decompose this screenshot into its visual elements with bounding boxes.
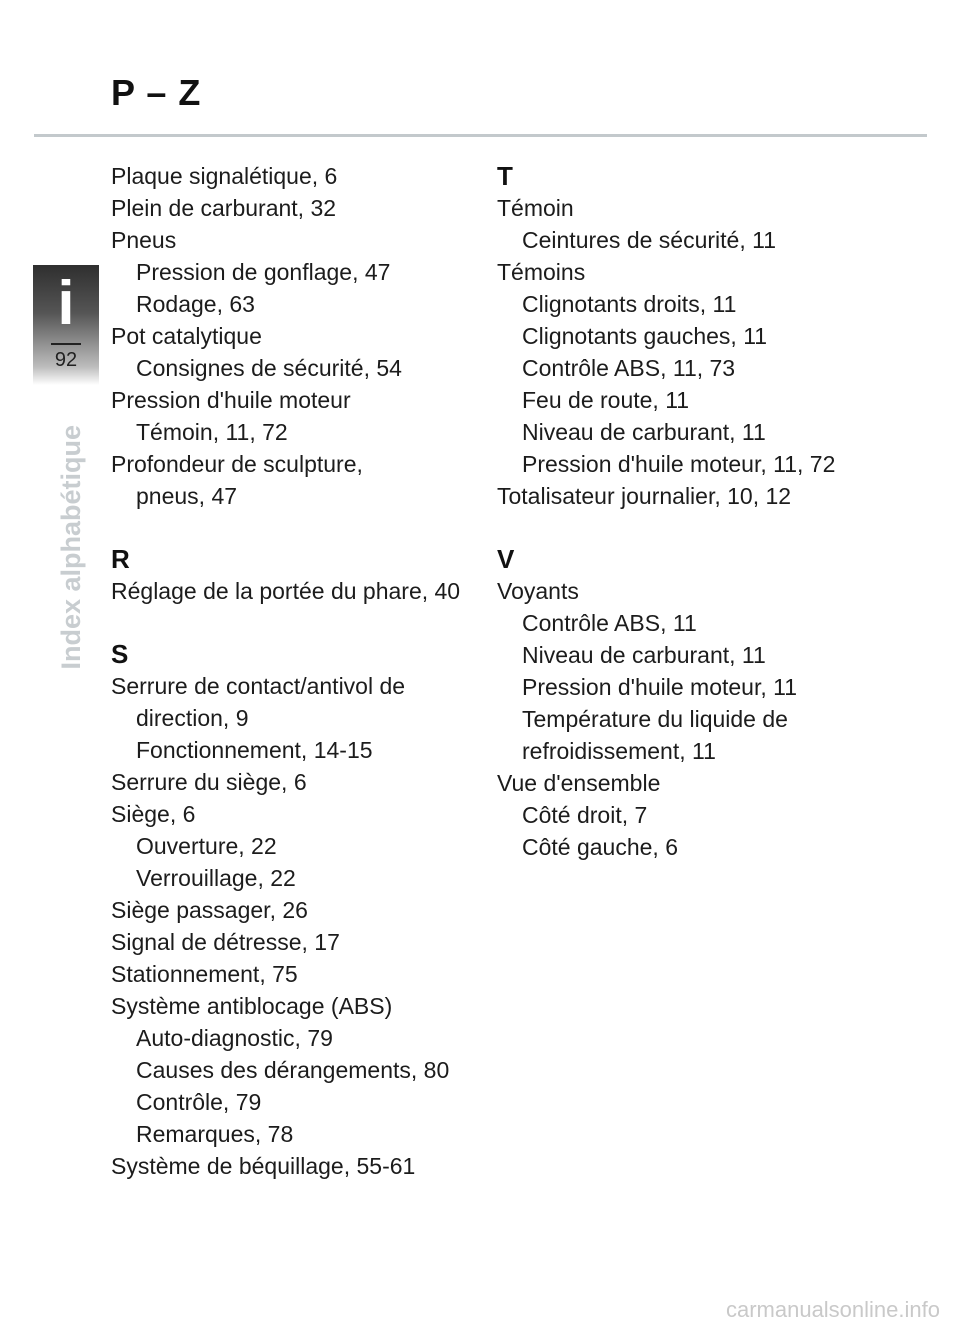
index-subentry: direction, 9: [136, 705, 249, 731]
index-subentry: Côté gauche, 6: [522, 834, 679, 860]
index-entry: Pneus: [111, 227, 177, 253]
header-divider: [34, 134, 927, 137]
info-icon: i: [57, 269, 75, 338]
index-subentry: Niveau de carburant, 11: [522, 642, 766, 668]
index-subentry: Fonctionnement, 14-15: [136, 737, 373, 763]
index-subentry: Rodage, 63: [136, 291, 255, 317]
index-entry: Stationnement, 75: [111, 961, 298, 987]
index-entry: Profondeur de sculpture,: [111, 451, 363, 477]
index-entry: Plein de carburant, 32: [111, 195, 337, 221]
index-subentry: Contrôle, 79: [136, 1089, 262, 1115]
index-subentry: Remarques, 78: [136, 1121, 294, 1147]
index-entry: Pot catalytique: [111, 323, 262, 349]
index-subentry: Température du liquide de: [522, 706, 788, 732]
index-subentry: Clignotants gauches, 11: [522, 323, 768, 349]
index-subentry: Causes des dérangements, 80: [136, 1057, 450, 1083]
index-entry: Pression d'huile moteur: [111, 387, 351, 413]
index-entry: Signal de détresse, 17: [111, 929, 340, 955]
section-spacer: [111, 512, 491, 543]
index-subentry: Niveau de carburant, 11: [522, 419, 766, 445]
index-entry: Serrure du siège, 6: [111, 769, 307, 795]
index-subentry: pneus, 47: [136, 483, 238, 509]
index-subentry: refroidissement, 11: [522, 738, 716, 764]
index-entry: Voyants: [497, 578, 579, 604]
index-subentry: Consignes de sécurité, 54: [136, 355, 402, 381]
index-subentry: Clignotants droits, 11: [522, 291, 737, 317]
index-entry: Système antiblocage (ABS): [111, 993, 393, 1019]
section-spacer: [497, 512, 917, 543]
section-label: Index alphabétique: [56, 425, 86, 670]
index-column-right: [497, 160, 917, 863]
index-entry: Serrure de contact/antivol de: [111, 673, 406, 699]
index-subentry: Feu de route, 11: [522, 387, 690, 413]
index-entry: Réglage de la portée du phare, 40: [111, 578, 461, 604]
tab-divider: [51, 343, 81, 345]
index-subentry: Côté droit, 7: [522, 802, 648, 828]
index-subentry: Pression d'huile moteur, 11: [522, 674, 798, 700]
index-letter-heading: S: [111, 639, 129, 669]
index-letter-heading: T: [497, 161, 513, 191]
index-letter-heading: V: [497, 544, 515, 574]
index-entry: Témoin: [497, 195, 574, 221]
index-subentry: Pression de gonflage, 47: [136, 259, 391, 285]
index-column-left: [111, 160, 491, 1182]
index-letter-heading: R: [111, 544, 130, 574]
index-subentry: Contrôle ABS, 11: [522, 610, 697, 636]
index-entry: Système de béquillage, 55-61: [111, 1153, 416, 1179]
index-subentry: Ouverture, 22: [136, 833, 277, 859]
index-entry: Siège, 6: [111, 801, 196, 827]
index-subentry: Auto-diagnostic, 79: [136, 1025, 333, 1051]
watermark: carmanualsonline.info: [725, 1297, 940, 1322]
index-subentry: Pression d'huile moteur, 11, 72: [522, 451, 836, 477]
index-entry: Siège passager, 26: [111, 897, 308, 923]
page-number: 92: [54, 349, 78, 371]
index-entry: Témoins: [497, 259, 586, 285]
index-entry: Plaque signalétique, 6: [111, 163, 338, 189]
index-entry: Totalisateur journalier, 10, 12: [497, 483, 792, 509]
index-subentry: Contrôle ABS, 11, 73: [522, 355, 736, 381]
index-entry: Vue d'ensemble: [497, 770, 661, 796]
section-tab: [33, 265, 99, 385]
index-subentry: Verrouillage, 22: [136, 865, 296, 891]
index-subentry: Témoin, 11, 72: [136, 419, 288, 445]
page-title: P – Z: [111, 72, 202, 113]
index-subentry: Ceintures de sécurité, 11: [522, 227, 776, 253]
section-spacer: [111, 607, 491, 638]
